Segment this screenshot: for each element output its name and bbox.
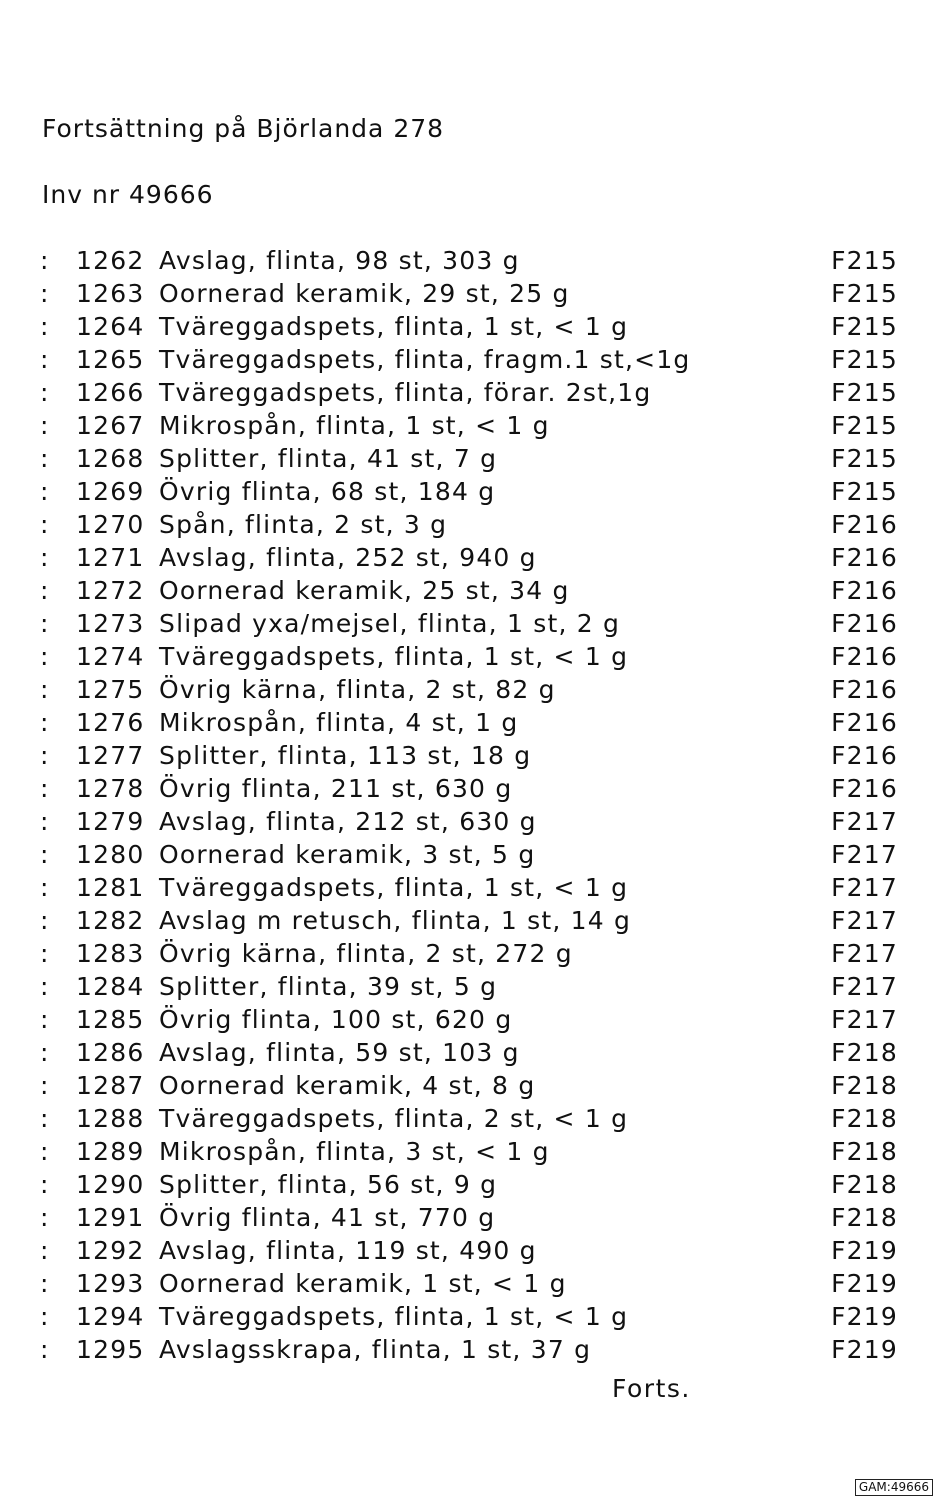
list-item: [40, 1269, 898, 1302]
entry-description: Slipad yxa/mejsel, flinta, 1 st, 2 g: [159, 609, 621, 638]
entry-separator: :: [40, 1302, 50, 1331]
entry-description: Oornerad keramik, 3 st, 5 g: [159, 840, 536, 869]
entry-code: F217: [831, 873, 898, 902]
entry-code: F219: [831, 1236, 898, 1265]
entry-code: F215: [831, 378, 898, 407]
entry-description: Avslag, flinta, 98 st, 303 g: [159, 246, 520, 275]
list-item: [40, 840, 898, 873]
list-item: [40, 411, 898, 444]
entry-code: F215: [831, 411, 898, 440]
list-item: [40, 345, 898, 378]
list-item: [40, 906, 898, 939]
entry-code: F215: [831, 444, 898, 473]
entry-separator: :: [40, 675, 50, 704]
entry-number: 1288: [76, 1104, 145, 1133]
list-item: [40, 378, 898, 411]
entry-code: F216: [831, 576, 898, 605]
list-item: [40, 807, 898, 840]
catalog-tag: GAM:49666: [855, 1479, 933, 1496]
entry-number: 1285: [76, 1005, 145, 1034]
entry-code: F216: [831, 708, 898, 737]
entry-separator: :: [40, 378, 50, 407]
entry-description: Splitter, flinta, 56 st, 9 g: [159, 1170, 498, 1199]
list-item: [40, 279, 898, 312]
entry-number: 1286: [76, 1038, 145, 1067]
entry-description: Mikrospån, flinta, 4 st, 1 g: [159, 708, 519, 737]
list-item: [40, 1104, 898, 1137]
entry-description: Oornerad keramik, 1 st, < 1 g: [159, 1269, 567, 1298]
entry-separator: :: [40, 1071, 50, 1100]
entry-number: 1274: [76, 642, 145, 671]
entry-description: Tväreggadspets, flinta, fragm.1 st,<1g: [159, 345, 691, 374]
entry-number: 1269: [76, 477, 145, 506]
entry-description: Splitter, flinta, 113 st, 18 g: [159, 741, 532, 770]
entry-description: Avslagsskrapa, flinta, 1 st, 37 g: [159, 1335, 592, 1364]
entry-code: F215: [831, 279, 898, 308]
entry-separator: :: [40, 1005, 50, 1034]
entry-code: F218: [831, 1170, 898, 1199]
entry-number: 1275: [76, 675, 145, 704]
entry-description: Tväreggadspets, flinta, 1 st, < 1 g: [159, 1302, 629, 1331]
entry-description: Avslag, flinta, 119 st, 490 g: [159, 1236, 537, 1265]
entry-separator: :: [40, 312, 50, 341]
entry-number: 1277: [76, 741, 145, 770]
list-item: [40, 972, 898, 1005]
entry-separator: :: [40, 444, 50, 473]
entry-code: F217: [831, 939, 898, 968]
entry-code: F216: [831, 543, 898, 572]
entry-description: Tväreggadspets, flinta, 1 st, < 1 g: [159, 642, 629, 671]
entry-description: Övrig flinta, 211 st, 630 g: [159, 774, 513, 803]
entry-separator: :: [40, 510, 50, 539]
list-item: [40, 741, 898, 774]
entry-description: Spån, flinta, 2 st, 3 g: [159, 510, 448, 539]
list-item: [40, 1071, 898, 1104]
entry-description: Övrig flinta, 41 st, 770 g: [159, 1203, 496, 1232]
list-item: [40, 246, 898, 279]
entry-description: Avslag, flinta, 212 st, 630 g: [159, 807, 537, 836]
entry-separator: :: [40, 543, 50, 572]
entry-code: F219: [831, 1269, 898, 1298]
entry-separator: :: [40, 708, 50, 737]
entry-separator: :: [40, 873, 50, 902]
entry-separator: :: [40, 807, 50, 836]
list-item: [40, 444, 898, 477]
entry-separator: :: [40, 1104, 50, 1133]
entry-number: 1271: [76, 543, 145, 572]
entry-code: F216: [831, 774, 898, 803]
entry-separator: :: [40, 972, 50, 1001]
list-item: [40, 1038, 898, 1071]
entry-description: Tväreggadspets, flinta, 2 st, < 1 g: [159, 1104, 629, 1133]
list-item: [40, 642, 898, 675]
entry-code: F217: [831, 972, 898, 1001]
entry-number: 1290: [76, 1170, 145, 1199]
list-item: [40, 1170, 898, 1203]
entry-number: 1278: [76, 774, 145, 803]
entry-number: 1291: [76, 1203, 145, 1232]
list-item: [40, 1236, 898, 1269]
entry-description: Övrig kärna, flinta, 2 st, 82 g: [159, 675, 556, 704]
entry-separator: :: [40, 642, 50, 671]
entry-separator: :: [40, 906, 50, 935]
entry-separator: :: [40, 1335, 50, 1364]
entry-code: F216: [831, 510, 898, 539]
list-item: [40, 1335, 898, 1368]
entry-description: Avslag, flinta, 252 st, 940 g: [159, 543, 537, 572]
page-title: Fortsättning på Björlanda 278: [42, 114, 445, 143]
entry-code: F215: [831, 246, 898, 275]
entry-description: Oornerad keramik, 4 st, 8 g: [159, 1071, 536, 1100]
continued-note: Forts.: [612, 1374, 691, 1403]
list-item: [40, 312, 898, 345]
entry-code: F218: [831, 1071, 898, 1100]
entry-number: 1272: [76, 576, 145, 605]
entry-number: 1292: [76, 1236, 145, 1265]
entry-number: 1289: [76, 1137, 145, 1166]
entry-code: F216: [831, 609, 898, 638]
list-item: [40, 609, 898, 642]
entry-number: 1282: [76, 906, 145, 935]
entry-number: 1283: [76, 939, 145, 968]
entry-code: F217: [831, 1005, 898, 1034]
list-item: [40, 1302, 898, 1335]
list-item: [40, 477, 898, 510]
entry-separator: :: [40, 576, 50, 605]
entry-number: 1265: [76, 345, 145, 374]
list-item: [40, 708, 898, 741]
entry-description: Övrig flinta, 100 st, 620 g: [159, 1005, 513, 1034]
entry-description: Splitter, flinta, 39 st, 5 g: [159, 972, 498, 1001]
entry-description: Mikrospån, flinta, 3 st, < 1 g: [159, 1137, 550, 1166]
entry-separator: :: [40, 741, 50, 770]
entry-number: 1295: [76, 1335, 145, 1364]
list-item: [40, 510, 898, 543]
list-item: [40, 543, 898, 576]
entry-code: F217: [831, 906, 898, 935]
list-item: [40, 576, 898, 609]
entry-code: F217: [831, 840, 898, 869]
entry-separator: :: [40, 774, 50, 803]
entry-number: 1263: [76, 279, 145, 308]
entry-separator: :: [40, 840, 50, 869]
entry-number: 1280: [76, 840, 145, 869]
entry-number: 1266: [76, 378, 145, 407]
entry-description: Tväreggadspets, flinta, förar. 2st,1g: [159, 378, 652, 407]
entry-description: Splitter, flinta, 41 st, 7 g: [159, 444, 498, 473]
entry-list: [40, 246, 898, 1368]
entry-number: 1264: [76, 312, 145, 341]
entry-separator: :: [40, 411, 50, 440]
entry-code: F216: [831, 741, 898, 770]
list-item: [40, 1203, 898, 1236]
entry-code: F215: [831, 312, 898, 341]
entry-number: 1293: [76, 1269, 145, 1298]
entry-separator: :: [40, 1038, 50, 1067]
entry-code: F218: [831, 1203, 898, 1232]
entry-separator: :: [40, 609, 50, 638]
entry-separator: :: [40, 246, 50, 275]
entry-code: F216: [831, 642, 898, 671]
entry-code: F219: [831, 1302, 898, 1331]
entry-number: 1294: [76, 1302, 145, 1331]
list-item: [40, 675, 898, 708]
entry-number: 1287: [76, 1071, 145, 1100]
entry-code: F215: [831, 477, 898, 506]
entry-separator: :: [40, 345, 50, 374]
entry-separator: :: [40, 1236, 50, 1265]
entry-description: Avslag, flinta, 59 st, 103 g: [159, 1038, 520, 1067]
entry-code: F218: [831, 1038, 898, 1067]
entry-number: 1262: [76, 246, 145, 275]
entry-number: 1279: [76, 807, 145, 836]
entry-description: Övrig flinta, 68 st, 184 g: [159, 477, 496, 506]
entry-separator: :: [40, 939, 50, 968]
entry-separator: :: [40, 1269, 50, 1298]
entry-number: 1276: [76, 708, 145, 737]
inventory-number: Inv nr 49666: [42, 180, 214, 209]
entry-code: F218: [831, 1104, 898, 1133]
entry-separator: :: [40, 1170, 50, 1199]
entry-number: 1268: [76, 444, 145, 473]
entry-separator: :: [40, 1137, 50, 1166]
entry-code: F217: [831, 807, 898, 836]
list-item: [40, 774, 898, 807]
entry-number: 1281: [76, 873, 145, 902]
entry-code: F219: [831, 1335, 898, 1364]
entry-description: Tväreggadspets, flinta, 1 st, < 1 g: [159, 312, 629, 341]
entry-description: Oornerad keramik, 25 st, 34 g: [159, 576, 570, 605]
entry-code: F215: [831, 345, 898, 374]
list-item: [40, 873, 898, 906]
entry-number: 1267: [76, 411, 145, 440]
entry-number: 1284: [76, 972, 145, 1001]
entry-number: 1270: [76, 510, 145, 539]
entry-number: 1273: [76, 609, 145, 638]
entry-description: Tväreggadspets, flinta, 1 st, < 1 g: [159, 873, 629, 902]
entry-code: F216: [831, 675, 898, 704]
list-item: [40, 939, 898, 972]
entry-separator: :: [40, 477, 50, 506]
entry-separator: :: [40, 1203, 50, 1232]
list-item: [40, 1005, 898, 1038]
entry-description: Övrig kärna, flinta, 2 st, 272 g: [159, 939, 573, 968]
entry-description: Avslag m retusch, flinta, 1 st, 14 g: [159, 906, 632, 935]
entry-code: F218: [831, 1137, 898, 1166]
entry-description: Oornerad keramik, 29 st, 25 g: [159, 279, 570, 308]
entry-description: Mikrospån, flinta, 1 st, < 1 g: [159, 411, 550, 440]
list-item: [40, 1137, 898, 1170]
entry-separator: :: [40, 279, 50, 308]
